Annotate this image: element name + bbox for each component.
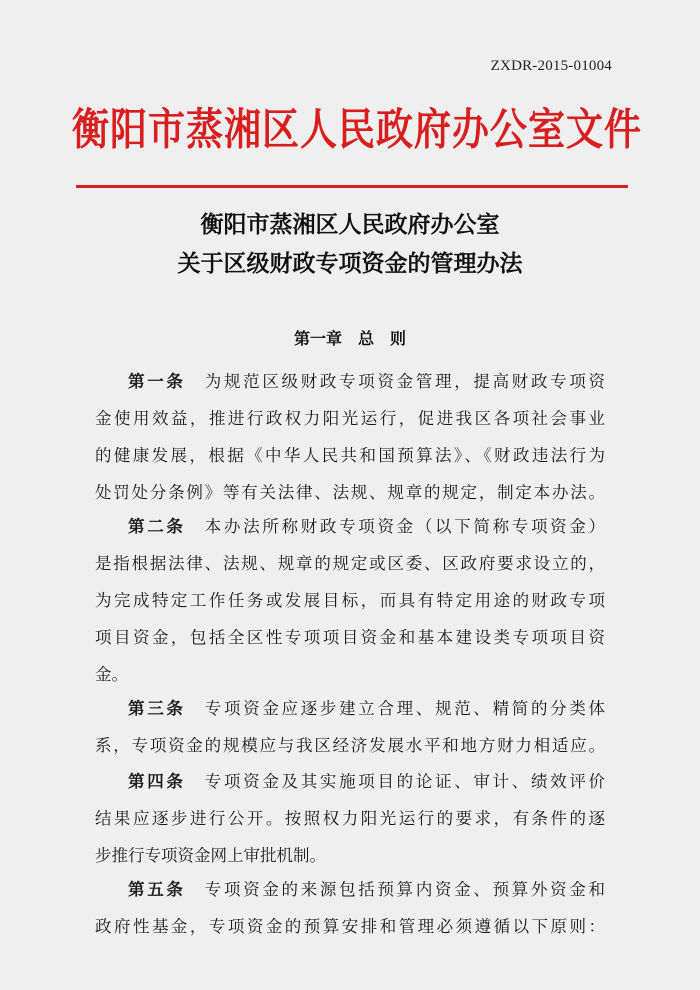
article-2-text: 本办法所称财政专项资金（以下简称专项资金） <box>185 517 605 536</box>
article-4-text: 专项资金及其实施项目的论证、审计、绩效评价 <box>185 772 605 791</box>
article-3-label: 第三条 <box>128 699 186 718</box>
issuing-office-header: 衡阳市蒸湘区人民政府办公室文件 <box>72 104 642 156</box>
article-3-text: 专项资金应逐步建立合理、规范、精简的分类体 <box>185 699 605 718</box>
article-5-text: 专项资金的来源包括预算内资金、预算外资金和 <box>185 880 605 899</box>
article-5-line-2: 政府性基金，专项资金的预算安排和管理必须遵循以下原则： <box>95 917 605 936</box>
article-2-line-2: 是指根据法律、法规、规章的规定或区委、区政府要求设立的， <box>95 554 605 573</box>
article-2-line-4: 项目资金，包括全区性专项项目资金和基本建设类专项项目资 <box>95 628 605 647</box>
article-3-line-2: 系，专项资金的规模应与我区经济发展水平和地方财力相适应。 <box>95 736 605 755</box>
article-1-line-2: 金使用效益，推进行政权力阳光运行，促进我区各项社会事业 <box>95 409 605 428</box>
article-1-text: 为规范区级财政专项资金管理，提高财政专项资 <box>185 372 605 391</box>
article-4-line-2: 结果应逐步进行公开。按照权力阳光运行的要求，有条件的逐 <box>95 809 605 828</box>
document-title-line-2: 关于区级财政专项资金的管理办法 <box>177 250 523 277</box>
article-1-line-1 <box>128 368 605 396</box>
article-4-line-1 <box>128 768 605 796</box>
article-2-line-1 <box>128 513 605 541</box>
red-separator-line <box>76 185 628 188</box>
article-5-line-1 <box>128 876 605 904</box>
article-4-line-3: 步推行专项资金网上审批机制。 <box>95 846 326 865</box>
article-1-line-3: 的健康发展，根据《中华人民共和国预算法》、《财政违法行为 <box>95 446 605 465</box>
chapter-heading: 第一章 总 则 <box>293 329 406 348</box>
document-number: ZXDR-2015-01004 <box>490 58 612 74</box>
document-title-line-1: 衡阳市蒸湘区人民政府办公室 <box>200 211 500 238</box>
article-5-label: 第五条 <box>128 880 186 899</box>
article-3-line-1 <box>128 695 605 723</box>
article-4-label: 第四条 <box>128 772 186 791</box>
article-2-line-3: 为完成特定工作任务或发展目标，而具有特定用途的财政专项 <box>95 591 605 610</box>
article-1-line-4: 处罚处分条例》等有关法律、法规、规章的规定，制定本办法。 <box>95 483 605 502</box>
article-1-label: 第一条 <box>128 372 186 391</box>
article-2-line-5: 金。 <box>95 665 128 684</box>
article-2-label: 第二条 <box>128 517 186 536</box>
